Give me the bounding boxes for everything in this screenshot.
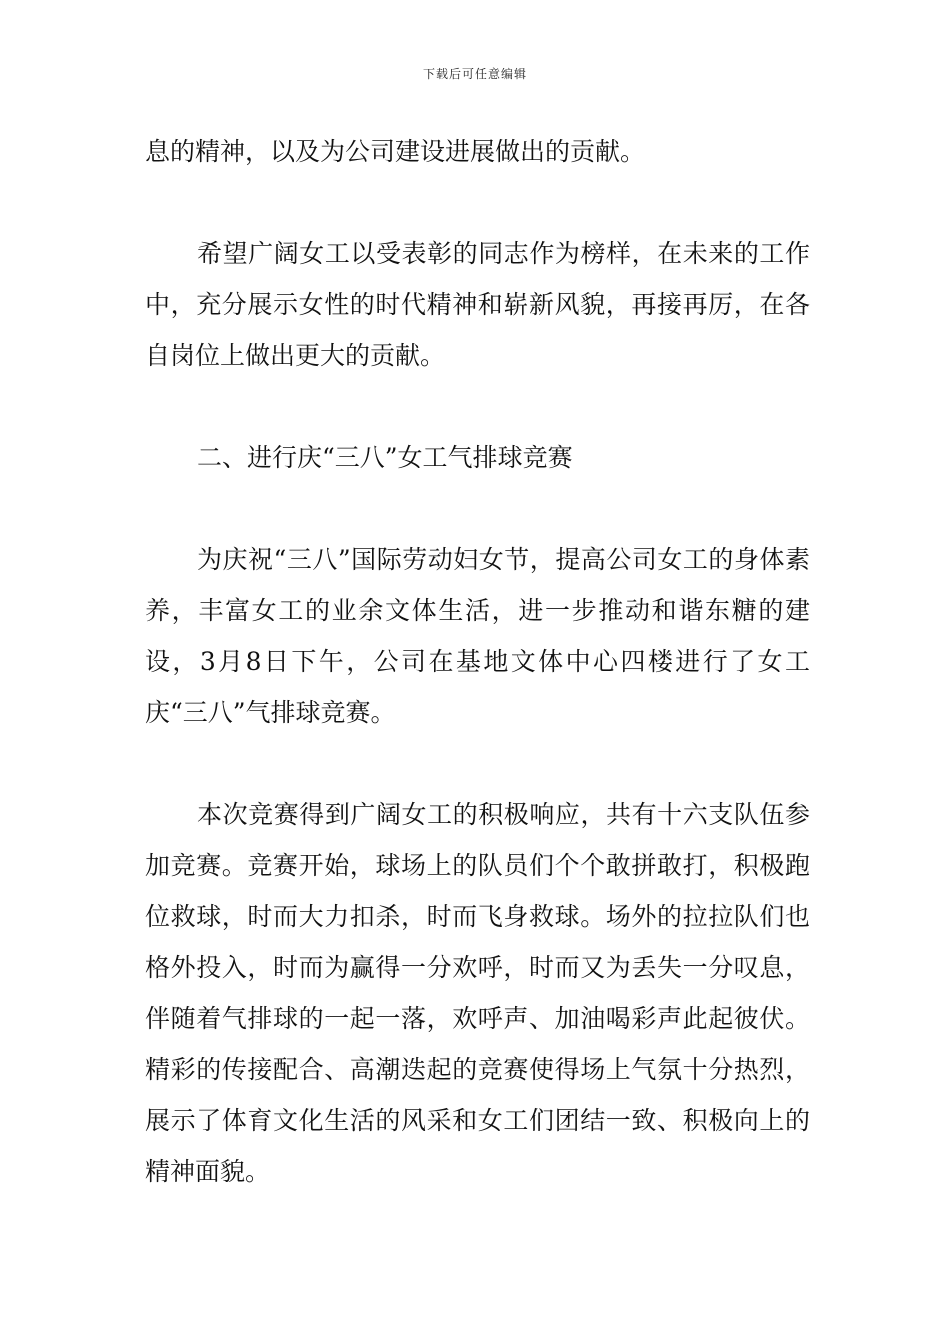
paragraph-hope: 希望广阔女工以受表彰的同志作为榜样，在未来的工作中，充分展示女性的时代精神和崭新风貌，再接再厉，在各自岗位上做出更大的贡献。 [145,239,810,370]
paragraph-event-intro: 为庆祝“三八”国际劳动妇女节，提高公司女工的身体素养，丰富女工的业余文体生活，进一步推动和谐东糖的建设，3月8日下午，公司在基地文体中心四楼进行了女工庆“三八”气排球竞赛。 [145,545,810,727]
paragraph-gap [145,381,810,432]
header-note: 下载后可任意编辑 [422,67,527,81]
paragraph-gap [145,738,810,789]
section-heading: 二、进行庆“三八”女工气排球竞赛 [197,443,573,472]
paragraph-gap [145,177,810,228]
paragraph-continuation: 息的精神，以及为公司建设进展做出的贡献。 [145,137,646,166]
paragraph-competition: 本次竞赛得到广阔女工的积极响应，共有十六支队伍参加竞赛。竞赛开始，球场上的队员们个个敢拼敢打，积极跑位救球，时而大力扣杀，时而飞身救球。场外的拉拉队们也格外投入，时而为赢得一分欢呼，时而又为丢失一分叹息，伴随着气排球的一起一落，欢呼声、加油喝彩声此起彼伏。精彩的传接配合、高潮迭起的竞赛使得场上气氛十分热烈，展示了体育文化生活的风采和女工们团结一致、积极向上的精神面貌。 [145,800,810,1186]
document-body [145,126,810,1197]
paragraph-gap [145,483,810,534]
